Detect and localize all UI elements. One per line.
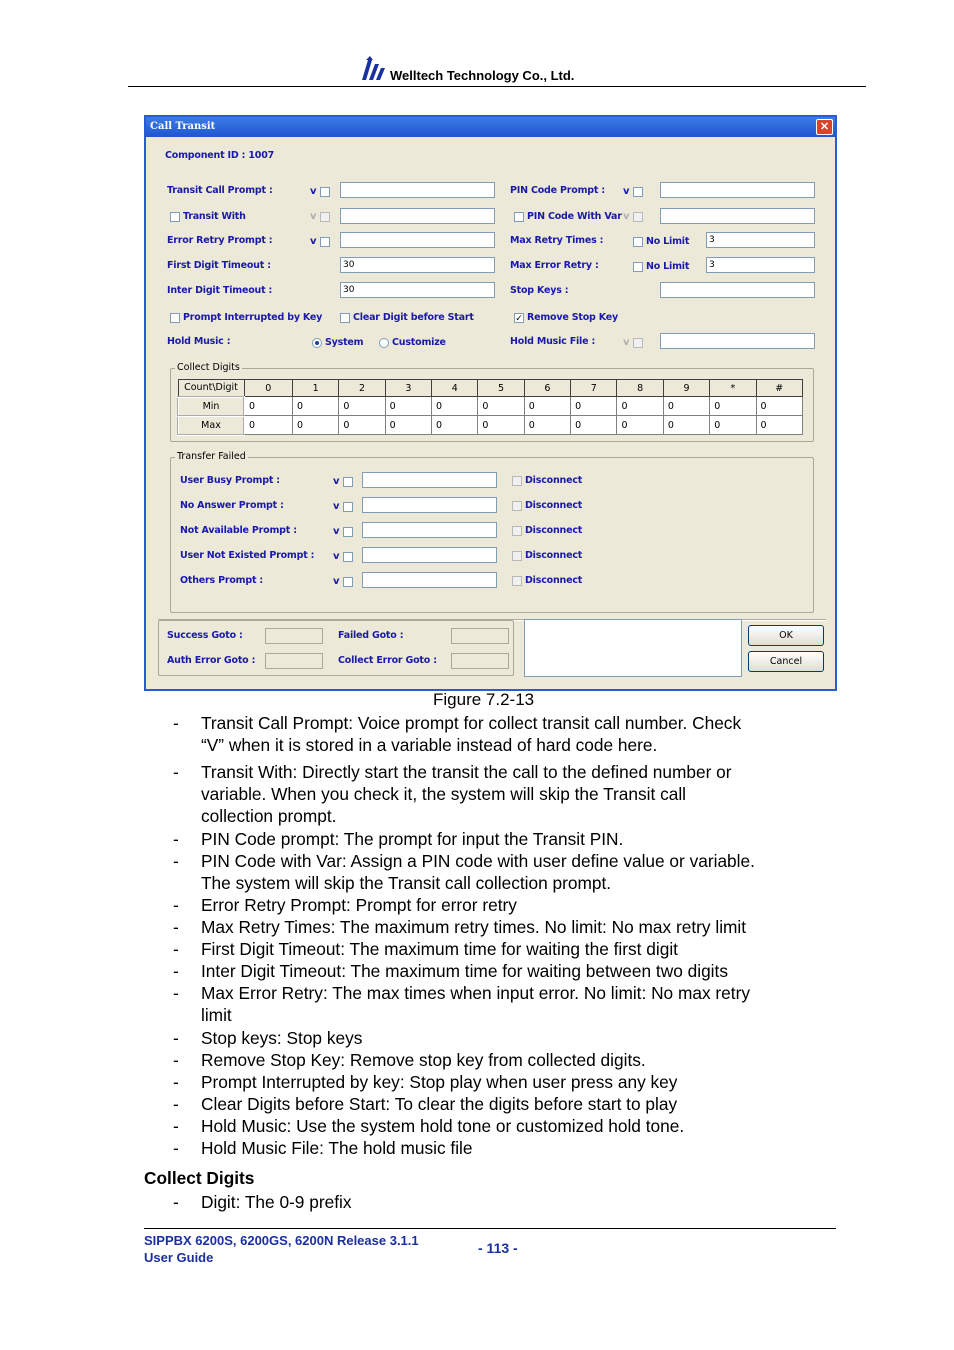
- not-available-prompt-label: Not Available Prompt :: [180, 525, 297, 536]
- list-item-text: PIN Code prompt: The prompt for input the Transit PIN.: [201, 829, 624, 849]
- welltech-logo-icon: [360, 56, 388, 82]
- var-v-label: v: [333, 551, 340, 562]
- grid-cell[interactable]: 0: [617, 416, 663, 435]
- list-item-text: Max Retry Times: The maximum retry times. No limit: No max retry limit: [201, 917, 747, 937]
- pin-code-with-var-label: PIN Code With Var: [527, 211, 622, 222]
- footer-line2: User Guide: [144, 1250, 214, 1265]
- grid-max-row: [178, 416, 803, 435]
- bullet-dash: -: [173, 1116, 179, 1136]
- others-disconnect-checkbox[interactable]: [512, 576, 522, 586]
- grid-cell[interactable]: 0: [385, 397, 431, 416]
- dialog-title: Call Transit: [150, 121, 216, 132]
- list-item-text: PIN Code with Var: Assign a PIN code with user define value or variable.: [201, 851, 755, 871]
- hold-music-file-var-checkbox[interactable]: [633, 338, 643, 348]
- grid-header-cell: 9: [663, 380, 709, 397]
- disconnect-label: Disconnect: [525, 500, 583, 511]
- disconnect-label: Disconnect: [525, 475, 583, 486]
- grid-cell[interactable]: 0: [571, 397, 617, 416]
- bullet-dash: -: [173, 917, 179, 937]
- transit-call-prompt-input[interactable]: [340, 182, 495, 198]
- grid-cell[interactable]: 0: [524, 416, 570, 435]
- grid-cell[interactable]: 0: [244, 397, 292, 416]
- error-retry-prompt-label: Error Retry Prompt :: [167, 235, 273, 246]
- no-answer-var-checkbox[interactable]: [343, 502, 353, 512]
- grid-cell[interactable]: 0: [524, 397, 570, 416]
- clear-digit-checkbox[interactable]: [340, 313, 350, 323]
- error-retry-prompt-var-checkbox[interactable]: [320, 237, 330, 247]
- var-v-label: v: [310, 211, 317, 222]
- grid-header-cell: Count\Digit: [178, 380, 244, 397]
- not-available-prompt-input[interactable]: [362, 522, 497, 538]
- footer-line1: SIPPBX 6200S, 6200GS, 6200N Release 3.1.1: [144, 1233, 419, 1248]
- page-number: - 113 -: [478, 1240, 518, 1256]
- list-item-text: Hold Music: Use the system hold tone or customized hold tone.: [201, 1116, 685, 1136]
- var-v-label: v: [623, 337, 630, 348]
- grid-cell[interactable]: 0: [244, 416, 292, 435]
- list-item-text: Hold Music File: The hold music file: [201, 1138, 473, 1158]
- failed-goto-input[interactable]: [451, 628, 509, 644]
- dialog-client: [146, 137, 835, 689]
- grid-cell[interactable]: 0: [663, 397, 709, 416]
- system-label: System: [325, 337, 364, 348]
- max-retry-times-label: Max Retry Times :: [510, 235, 604, 246]
- list-item-text: The system will skip the Transit call collection prompt.: [201, 873, 612, 893]
- var-v-label: v: [623, 211, 630, 222]
- bullet-dash: -: [173, 895, 179, 915]
- pin-code-prompt-input[interactable]: [660, 182, 815, 198]
- grid-cell[interactable]: 0: [339, 397, 385, 416]
- grid-min-row: [178, 397, 803, 416]
- bullet-dash: -: [173, 762, 179, 782]
- pin-code-var-checkbox[interactable]: [633, 212, 643, 222]
- user-not-existed-var-checkbox[interactable]: [343, 552, 353, 562]
- failed-goto-label: Failed Goto :: [338, 630, 404, 641]
- no-answer-prompt-label: No Answer Prompt :: [180, 500, 284, 511]
- success-goto-label: Success Goto :: [167, 630, 243, 641]
- footer-product: [144, 1232, 419, 1266]
- header-rule: [128, 86, 866, 87]
- user-busy-var-checkbox[interactable]: [343, 477, 353, 487]
- pin-code-with-var-input[interactable]: [660, 208, 815, 224]
- close-icon[interactable]: ✕: [816, 119, 833, 135]
- others-prompt-input[interactable]: [362, 572, 497, 588]
- bullet-dash: -: [173, 1094, 179, 1114]
- list-item-text: Remove Stop Key: Remove stop key from collected digits.: [201, 1050, 646, 1070]
- others-prompt-label: Others Prompt :: [180, 575, 263, 586]
- list-item-text: Clear Digits before Start: To clear the digits before start to play: [201, 1094, 678, 1114]
- list-item-text: Transit With: Directly start the transit the call to the defined number or: [201, 762, 732, 782]
- no-answer-disconnect-checkbox[interactable]: [512, 501, 522, 511]
- max-retry-no-limit-checkbox[interactable]: [633, 237, 643, 247]
- grid-cell[interactable]: 0: [571, 416, 617, 435]
- bullet-dash: -: [173, 851, 179, 871]
- ok-button[interactable]: OK: [748, 625, 824, 646]
- error-retry-prompt-input[interactable]: [340, 232, 495, 248]
- bullet-dash: -: [173, 1192, 179, 1212]
- grid-cell[interactable]: 0: [756, 416, 802, 435]
- remove-stop-key-checkbox[interactable]: ✓: [515, 313, 523, 323]
- grid-header-cell: 6: [524, 380, 570, 397]
- max-error-retry-label: Max Error Retry :: [510, 260, 599, 271]
- cancel-button[interactable]: Cancel: [748, 651, 824, 672]
- grid-row-header: Min: [178, 397, 244, 416]
- transit-with-checkbox[interactable]: [170, 212, 180, 222]
- customize-label: Customize: [392, 337, 446, 348]
- grid-cell[interactable]: 0: [710, 397, 756, 416]
- no-limit-label: No Limit: [646, 236, 690, 247]
- bullet-dash: -: [173, 1072, 179, 1092]
- bullet-dash: -: [173, 1028, 179, 1048]
- dialog-titlebar: [146, 117, 835, 137]
- max-error-retry-input[interactable]: 3: [706, 257, 815, 273]
- customize-radio[interactable]: [379, 338, 389, 348]
- list-item-text: collection prompt.: [201, 806, 337, 826]
- user-busy-prompt-input[interactable]: [362, 472, 497, 488]
- remove-stop-key-label: Remove Stop Key: [527, 312, 618, 323]
- grid-cell[interactable]: 0: [292, 416, 338, 435]
- pin-code-with-var-checkbox[interactable]: [514, 212, 524, 222]
- disconnect-label: Disconnect: [525, 525, 583, 536]
- first-digit-timeout-label: First Digit Timeout :: [167, 260, 271, 271]
- list-item-text: “V” when it is stored in a variable instead of hard code here.: [201, 735, 658, 755]
- var-v-label: v: [333, 501, 340, 512]
- grid-row-header: Max: [178, 416, 244, 435]
- bullet-dash: -: [173, 983, 179, 1003]
- stop-keys-input[interactable]: [660, 282, 815, 298]
- disconnect-label: Disconnect: [525, 550, 583, 561]
- transit-call-prompt-var-checkbox[interactable]: [320, 187, 330, 197]
- var-v-label: v: [333, 476, 340, 487]
- transit-with-label: Transit With: [183, 211, 246, 222]
- grid-cell[interactable]: 0: [478, 416, 524, 435]
- var-v-label: v: [623, 186, 630, 197]
- pin-code-prompt-var-checkbox[interactable]: [633, 187, 643, 197]
- collect-error-goto-label: Collect Error Goto :: [338, 655, 437, 666]
- not-available-var-checkbox[interactable]: [343, 527, 353, 537]
- list-item-text: Error Retry Prompt: Prompt for error retry: [201, 895, 517, 915]
- list-item-text: Stop keys: Stop keys: [201, 1028, 363, 1048]
- first-digit-timeout-input[interactable]: 30: [340, 257, 495, 273]
- list-item-text: First Digit Timeout: The maximum time for waiting the first digit: [201, 939, 678, 959]
- max-retry-times-input[interactable]: 3: [706, 232, 815, 248]
- footer-rule: [144, 1228, 836, 1229]
- disconnect-label: Disconnect: [525, 575, 583, 586]
- max-error-no-limit-checkbox[interactable]: [633, 262, 643, 272]
- list-item-text: limit: [201, 1005, 232, 1025]
- grid-cell[interactable]: 0: [339, 416, 385, 435]
- inter-digit-timeout-label: Inter Digit Timeout :: [167, 285, 273, 296]
- collect-error-goto-input[interactable]: [451, 653, 509, 669]
- grid-cell[interactable]: 0: [478, 397, 524, 416]
- hold-music-file-input[interactable]: [660, 333, 815, 349]
- grid-cell[interactable]: 0: [663, 416, 709, 435]
- grid-cell[interactable]: 0: [292, 397, 338, 416]
- grid-header-cell: 2: [339, 380, 385, 397]
- auth-error-goto-input[interactable]: [265, 653, 323, 669]
- system-radio[interactable]: [312, 338, 322, 348]
- figure-caption: Figure 7.2-13: [433, 690, 535, 709]
- prompt-interrupted-label: Prompt Interrupted by Key: [183, 312, 323, 323]
- grid-header-cell: 8: [617, 380, 663, 397]
- user-not-existed-disconnect-checkbox[interactable]: [512, 551, 522, 561]
- list-item-text: Transit Call Prompt: Voice prompt for collect transit call number. Check: [201, 713, 742, 733]
- user-busy-disconnect-checkbox[interactable]: [512, 476, 522, 486]
- hold-music-file-label: Hold Music File :: [510, 336, 596, 347]
- grid-header-cell: 7: [571, 380, 617, 397]
- grid-header-cell: 0: [244, 380, 292, 397]
- no-limit-label: No Limit: [646, 261, 690, 272]
- pin-code-prompt-label: PIN Code Prompt :: [510, 185, 605, 196]
- bullet-dash: -: [173, 961, 179, 981]
- list-item-text: Max Error Retry: The max times when input error. No limit: No max retry: [201, 983, 750, 1003]
- transit-with-input[interactable]: [340, 208, 495, 224]
- grid-cell[interactable]: 0: [432, 416, 478, 435]
- hold-music-label: Hold Music :: [167, 336, 231, 347]
- transit-call-prompt-label: Transit Call Prompt :: [167, 185, 273, 196]
- bullet-dash: -: [173, 713, 179, 733]
- bullet-dash: -: [173, 829, 179, 849]
- not-available-disconnect-checkbox[interactable]: [512, 526, 522, 536]
- component-id: Component ID : 1007: [165, 150, 275, 161]
- collect-digits-title: Collect Digits: [177, 362, 240, 373]
- grid-cell[interactable]: 0: [385, 416, 431, 435]
- bullet-dash: -: [173, 1050, 179, 1070]
- inter-digit-timeout-input[interactable]: 30: [340, 282, 495, 298]
- list-item-text: Digit: The 0-9 prefix: [201, 1192, 352, 1212]
- auth-error-goto-label: Auth Error Goto :: [167, 655, 256, 666]
- clear-digit-label: Clear Digit before Start: [353, 312, 474, 323]
- user-not-existed-prompt-input[interactable]: [362, 547, 497, 563]
- bullet-dash: -: [173, 939, 179, 959]
- grid-cell[interactable]: 0: [710, 416, 756, 435]
- list-item-text: variable. When you check it, the system will skip the Transit call: [201, 784, 687, 804]
- grid-header-cell: 3: [385, 380, 431, 397]
- grid-header-cell: #: [756, 380, 802, 397]
- section-heading: Collect Digits: [144, 1168, 255, 1188]
- grid-header-cell: 4: [432, 380, 478, 397]
- grid-cell[interactable]: 0: [432, 397, 478, 416]
- others-var-checkbox[interactable]: [343, 577, 353, 587]
- grid-header-cell: 5: [478, 380, 524, 397]
- grid-header-cell: *: [710, 380, 756, 397]
- grid-header-cell: 1: [292, 380, 338, 397]
- var-v-label: v: [333, 526, 340, 537]
- grid-cell[interactable]: 0: [756, 397, 802, 416]
- no-answer-prompt-input[interactable]: [362, 497, 497, 513]
- var-v-label: v: [333, 576, 340, 587]
- transit-with-var-checkbox[interactable]: [320, 212, 330, 222]
- grid-header-row: [178, 380, 803, 397]
- transfer-failed-title: Transfer Failed: [177, 451, 246, 462]
- var-v-label: v: [310, 236, 317, 247]
- bullet-dash: -: [173, 1138, 179, 1158]
- success-goto-input[interactable]: [265, 628, 323, 644]
- description-box[interactable]: [524, 619, 742, 677]
- user-busy-prompt-label: User Busy Prompt :: [180, 475, 280, 486]
- list-item-text: Prompt Interrupted by key: Stop play when user press any key: [201, 1072, 678, 1092]
- var-v-label: v: [310, 186, 317, 197]
- prompt-interrupted-checkbox[interactable]: [170, 313, 180, 323]
- call-transit-dialog: [144, 115, 837, 691]
- collect-digits-grid: [177, 379, 803, 436]
- company-name: Welltech Technology Co., Ltd.: [390, 68, 575, 83]
- stop-keys-label: Stop Keys :: [510, 285, 569, 296]
- grid-cell[interactable]: 0: [617, 397, 663, 416]
- user-not-existed-prompt-label: User Not Existed Prompt :: [180, 550, 315, 561]
- list-item-text: Inter Digit Timeout: The maximum time for waiting between two digits: [201, 961, 728, 981]
